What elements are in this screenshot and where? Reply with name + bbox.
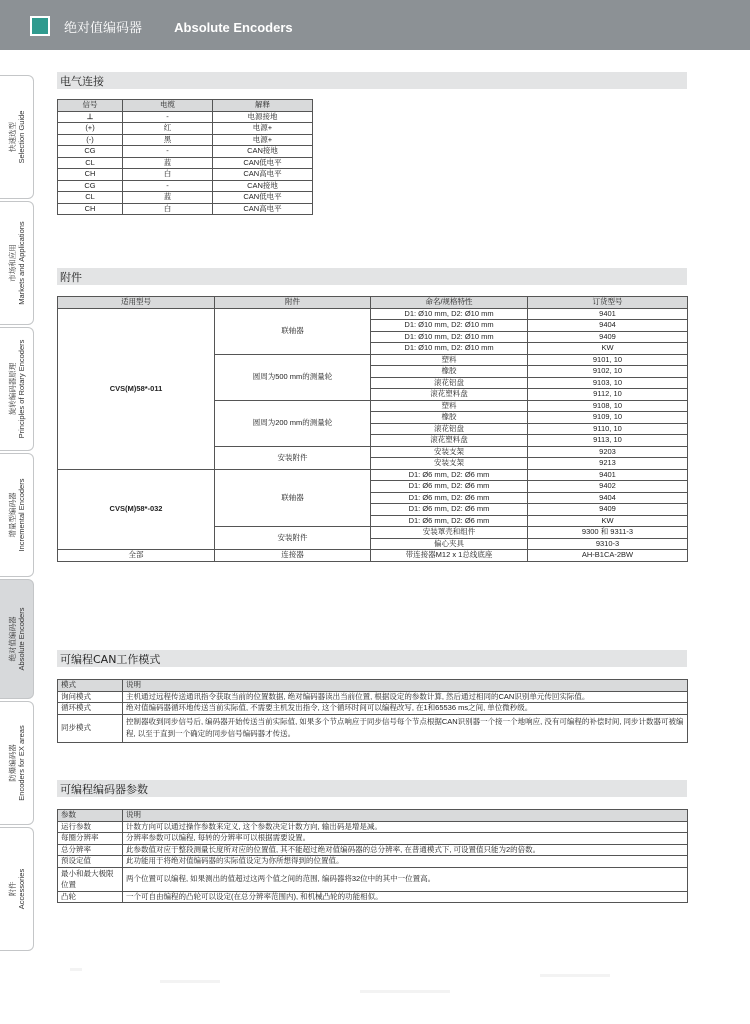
table-row: D1: Ø10 mm, D2: Ø10 mm 9409 xyxy=(58,331,688,343)
sidebar-tab-ex-areas[interactable] xyxy=(0,701,34,825)
table-header-row: 适用型号 附件 命名/规格特性 订货型号 xyxy=(58,297,688,309)
logo-square-icon xyxy=(30,16,50,36)
table-row: CG - CAN接地 xyxy=(58,180,313,192)
table-row: CL 蓝 CAN低电平 xyxy=(58,157,313,169)
can-modes-table xyxy=(57,679,688,743)
model-cell: 全部 xyxy=(58,550,215,562)
table-row: (+) 红 电源+ xyxy=(58,123,313,135)
table-row: 橡胶 9109, 10 xyxy=(58,412,688,424)
sidebar-tab-label: 防爆编码器 Encoders for EX areas xyxy=(7,725,26,801)
table-row: 总分辨率 此参数值对应于整段测量长度所对应的位置值, 其不能超过绝对值编码器的总分辨率, 在普通模式下, 可设置值只能为2的倍数。 xyxy=(58,844,688,856)
table-row: D1: Ø10 mm, D2: Ø10 mm 9404 xyxy=(58,320,688,332)
table-row: 安装附件 安装支架 9203 xyxy=(58,446,688,458)
sidebar-tab-label: 附件 Accessories xyxy=(7,868,26,910)
group-cell: 联轴器 xyxy=(215,469,371,527)
table-row: CL 蓝 CAN低电平 xyxy=(58,192,313,204)
table-row: 圆周为500 mm的测量轮 塑料 9101, 10 xyxy=(58,354,688,366)
table-row: CH 白 CAN高电平 xyxy=(58,203,313,215)
sidebar-tab-label: 快速选型 Selection Guide xyxy=(7,110,26,164)
table-row: 橡胶 9102, 10 xyxy=(58,366,688,378)
section-accessories-title: 附件 xyxy=(57,268,687,285)
accessories-table xyxy=(57,296,688,562)
sidebar-tab-principles[interactable] xyxy=(0,327,34,451)
table-row: 询问模式 主机通过远程传送通讯指令获取当前的位置数据, 绝对编码器读出当前位置, 根据设定的参数计算, 然后通过相同的CAN识别单元传回实际值。 xyxy=(58,691,688,703)
table-row: 偏心夹具 9310-3 xyxy=(58,538,688,550)
table-row: CG - CAN接地 xyxy=(58,146,313,158)
section-can-modes-title: 可编程CAN工作模式 xyxy=(57,650,687,667)
header-title-en: Absolute Encoders xyxy=(174,20,293,35)
group-cell: 安装附件 xyxy=(215,527,371,550)
sidebar-tab-selection-guide[interactable] xyxy=(0,75,34,199)
table-row: D1: Ø10 mm, D2: Ø10 mm KW xyxy=(58,343,688,355)
sidebar-tab-accessories[interactable] xyxy=(0,827,34,951)
table-row: 滚花塑料盘 9113, 10 xyxy=(58,435,688,447)
params-table xyxy=(57,809,688,903)
table-row: D1: Ø6 mm, D2: Ø6 mm 9404 xyxy=(58,492,688,504)
table-row: 安装附件 安装罩壳和组件 9300 和 9311-3 xyxy=(58,527,688,539)
table-header-row: 参数 说明 xyxy=(58,810,688,822)
electrical-table xyxy=(57,99,313,215)
sidebar-tab-absolute[interactable] xyxy=(0,579,34,699)
group-cell: 安装附件 xyxy=(215,446,371,469)
table-header-row: 信号 电缆 解释 xyxy=(58,100,313,112)
group-cell: 圆周为500 mm的测量轮 xyxy=(215,354,371,400)
header-title-cn: 绝对值编码器 xyxy=(64,21,143,36)
page-header xyxy=(0,0,750,50)
table-row: 滚花塑料盘 9112, 10 xyxy=(58,389,688,401)
table-row: (-) 黑 电源+ xyxy=(58,134,313,146)
sidebar-tab-incremental[interactable] xyxy=(0,453,34,577)
sidebar-tab-label: 市场和应用 Markets and Applications xyxy=(7,221,26,305)
model-cell: CVS(M)58*-032 xyxy=(58,469,215,550)
table-row: 每圈分辨率 分辨率参数可以编程, 每转的分辨率可以根据需要设置。 xyxy=(58,833,688,845)
table-row: 全部 连接器 带连接器M12 x 1总线底座 AH-B1CA-2BW xyxy=(58,550,688,562)
table-row: 运行参数 计数方向可以通过操作参数来定义, 这个参数决定计数方向, 输出码是增是减。 xyxy=(58,821,688,833)
table-row: 安装支架 9213 xyxy=(58,458,688,470)
sidebar-tab-label: 旋转编码器原理 Principles of Rotary Encoders xyxy=(7,339,26,439)
section-electrical-title: 电气连接 xyxy=(57,72,687,89)
table-row: CVS(M)58*-032 联轴器 D1: Ø6 mm, D2: Ø6 mm 9401 xyxy=(58,469,688,481)
table-row: 滚花铝盘 9110, 10 xyxy=(58,423,688,435)
sidebar-tab-label: 增量型编码器 Incremental Encoders xyxy=(7,478,26,552)
header-title xyxy=(64,17,293,36)
table-header-row: 模式 说明 xyxy=(58,680,688,692)
table-row: 圆周为200 mm的测量轮 塑料 9108, 10 xyxy=(58,400,688,412)
table-row: 滚花铝盘 9103, 10 xyxy=(58,377,688,389)
group-cell: 联轴器 xyxy=(215,308,371,354)
table-row: 最小和最大极限位置 两个位置可以编程, 如果测出的值超过这两个值之间的范围, 编码器将32位中的其中一位置高。 xyxy=(58,867,688,891)
table-row: D1: Ø6 mm, D2: Ø6 mm KW xyxy=(58,515,688,527)
sidebar-tab-label: 绝对值编码器 Absolute Encoders xyxy=(7,607,26,671)
table-row: D1: Ø6 mm, D2: Ø6 mm 9409 xyxy=(58,504,688,516)
table-row: CH 白 CAN高电平 xyxy=(58,169,313,181)
table-row: 凸轮 一个可自由编程的凸轮可以设定(在总分辨率范围内), 和机械凸轮的功能相似。 xyxy=(58,891,688,903)
group-cell: 连接器 xyxy=(215,550,371,562)
group-cell: 圆周为200 mm的测量轮 xyxy=(215,400,371,446)
sidebar-tab-markets[interactable] xyxy=(0,201,34,325)
table-row: 预设定值 此功能用于将绝对值编码器的实际值设定为你所想得到的位置值。 xyxy=(58,856,688,868)
bleed-through-marks xyxy=(60,960,680,1010)
table-row: CVS(M)58*-011 联轴器 D1: Ø10 mm, D2: Ø10 mm 9401 xyxy=(58,308,688,320)
table-row: ⊥ - 电源接地 xyxy=(58,111,313,123)
model-cell: CVS(M)58*-011 xyxy=(58,308,215,469)
section-params-title: 可编程编码器参数 xyxy=(57,780,687,797)
table-row: D1: Ø6 mm, D2: Ø6 mm 9402 xyxy=(58,481,688,493)
table-row: 循环模式 绝对值编码器循环地传送当前实际值, 不需要主机发出指令, 这个循环时间可以编程改写, 在1和65536 ms之间, 单位微秒级。 xyxy=(58,703,688,715)
table-row: 同步模式 控制器收到同步信号后, 编码器开始传送当前实际值, 如果多个节点响应于同步信号每个节点根据CAN识别器一个接一个地响应, 没有可编程的补偿时间, 同步计数器可被编程, 以至于直到一个确定的同步信号编码器才传送。 xyxy=(58,714,688,742)
